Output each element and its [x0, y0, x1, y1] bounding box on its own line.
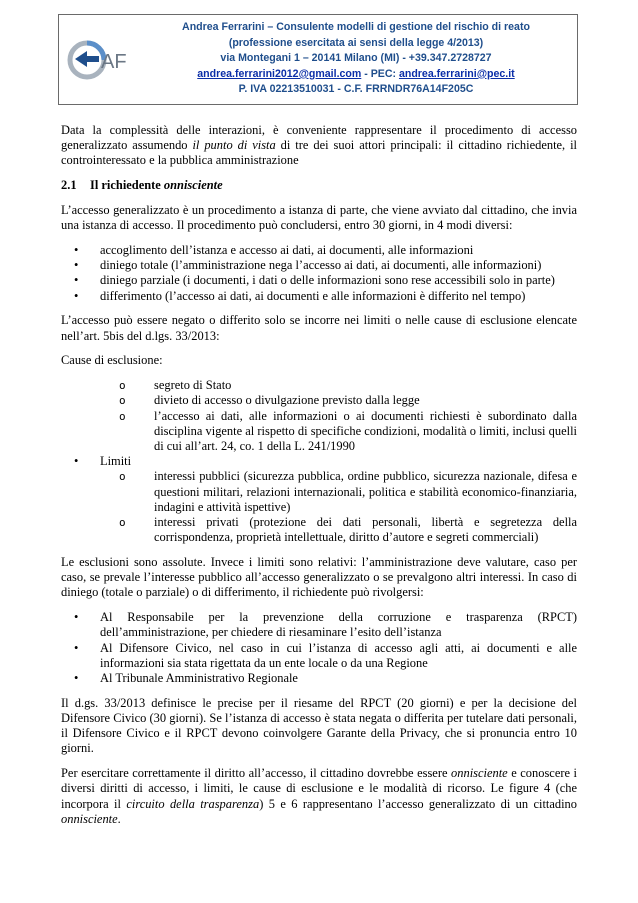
letterhead-contacts — [139, 67, 573, 83]
list-item: o l’accesso ai dati, alle informazioni o ai documenti richiesti è subordinato dalla disciplina vigente al rispetto di specifiche condizioni, modalità o limiti, inclusi quelli di cui all’art. 24, co. 1 della L. 241/1990 — [61, 409, 577, 455]
causes-title: Cause di esclusione: — [61, 353, 163, 368]
letterhead — [58, 14, 578, 105]
list-item: • diniego totale (l’amministrazione nega l’accesso ai dati, ai documenti, alle informazioni) — [61, 258, 577, 273]
letterhead-name: Andrea Ferrarini – Consulente modelli di gestione del rischio di reato — [182, 21, 530, 33]
list-item: • accoglimento dell’istanza e accesso ai dati, ai documenti, alle informazioni — [61, 243, 577, 258]
paragraph-exclusions: Le esclusioni sono assolute. Invece i limiti sono relativi: l’amministrazione deve valutare, caso per caso, se prevale l’interesse pubblico all’accesso generalizzato o se prevalgono altri interessi. In caso di diniego (totale o parziale) o di differimento, il richiedente può rivolgersi: — [61, 555, 577, 600]
list-item: • Al Tribunale Amministrativo Regionale — [61, 671, 577, 686]
section-heading: 2.1 Il richiedente onnisciente — [61, 178, 223, 193]
paragraph-conclusion: Per esercitare correttamente il diritto all’accesso, il cittadino dovrebbe essere onnisciente e conoscere i diversi diritti di accesso, i limiti, le cause di esclusione e le modalità di ricorso. Le figure 4 (che incorpora il circuito della trasparenza) 5 e 6 rappresentano l’accesso generalizzato di un cittadino onnisciente. — [61, 766, 577, 826]
appeals-list — [61, 610, 577, 686]
list-item: o segreto di Stato — [61, 378, 577, 393]
letterhead-vat: P. IVA 02213510031 - C.F. FRRNDR76A14F205C — [238, 83, 474, 96]
limits-sublist — [100, 469, 577, 545]
outcomes-list — [61, 243, 577, 304]
limits-list — [61, 454, 577, 545]
list-item: o interessi pubblici (sicurezza pubblica, ordine pubblico, sicurezza nazionale, difesa e questioni militari, relazioni internazionali, politica e stabilità economico-finanziaria, indagini e attività ispettive) — [100, 469, 577, 515]
consultant-logo — [65, 35, 135, 85]
paragraph-denial: L’accesso può essere negato o differito solo se incorre nei limiti o nelle cause di esclusione elencate nell’art. 5bis del d.lgs. 33/2013: — [61, 313, 577, 343]
causes-list — [61, 378, 577, 454]
intro-paragraph: Data la complessità delle interazioni, è conveniente rappresentare il procedimento di accesso generalizzato assumendo il punto di vista di tre dei suoi attori principali: il cittadino richiedente, il controinteressato e la pubblica amministrazione — [61, 123, 578, 168]
svg-text:AF: AF — [101, 51, 127, 73]
list-item: o divieto di accesso o divulgazione previsto dalla legge — [61, 393, 577, 408]
list-item: • Al Difensore Civico, nel caso in cui l’istanza di accesso agli atti, ai documenti e alle informazioni sia stata rigettata da un ente locale o da una Regione — [61, 641, 577, 671]
list-item: • Al Responsabile per la prevenzione della corruzione e trasparenza (RPCT) dell’amministrazione, per chiedere di riesaminare l’esito dell’istanza — [61, 610, 577, 640]
email-link[interactable]: andrea.ferrarini2012@gmail.com — [197, 67, 362, 80]
pec-label: - PEC: — [361, 67, 399, 80]
list-item: o interessi privati (protezione dei dati personali, libertà e segretezza della corrispondenza, proprietà intellettuale, diritto d’autore e segreti commerciali) — [100, 515, 577, 545]
list-item-limits: • Limiti o interessi pubblici (sicurezza pubblica, ordine pubblico, sicurezza nazionale, difesa e questioni militari, relazioni internazionali, politica e stabilità economico-finanziaria, indagini e attività ispettive) o interessi privati (protezione dei dati personali, libertà e segretezza della corrispondenza, proprietà intellettuale, diritto d’autore e segreti commerciali) — [61, 454, 577, 545]
letterhead-profession: (professione esercitata ai sensi della legge 4/2013) — [228, 36, 484, 49]
list-item: • diniego parziale (i documenti, i dati o delle informazioni sono rese accessibili solo in parte) — [61, 273, 577, 288]
paragraph-procedure: L’accesso generalizzato è un procedimento a istanza di parte, che viene avviato dal cittadino, che invia una istanza di accesso. Il procedimento può concludersi, entro 30 giorni, in 4 modi diversi: — [61, 203, 577, 233]
pec-link[interactable]: andrea.ferrarini@pec.it — [398, 67, 515, 80]
document-body — [61, 123, 577, 837]
paragraph-deadlines: Il d.gs. 33/2013 definisce le precise per il riesame del RPCT (20 giorni) e per la decisione del Difensore Civico (30 giorni). Se l’istanza di accesso è stata negata o differita per tutelare dati personali, il Difensore Civico e il RPCT devono coinvolgere Garante della Privacy, che si pronuncia entro 10 giorni. — [61, 695, 577, 756]
letterhead-address: via Montegani 1 – 20141 Milano (MI) - +39.347.2728727 — [220, 52, 492, 65]
letterhead-text — [139, 20, 573, 98]
list-item: • differimento (l’accesso ai dati, ai documenti e alle informazioni è differito nel tempo) — [61, 289, 577, 304]
